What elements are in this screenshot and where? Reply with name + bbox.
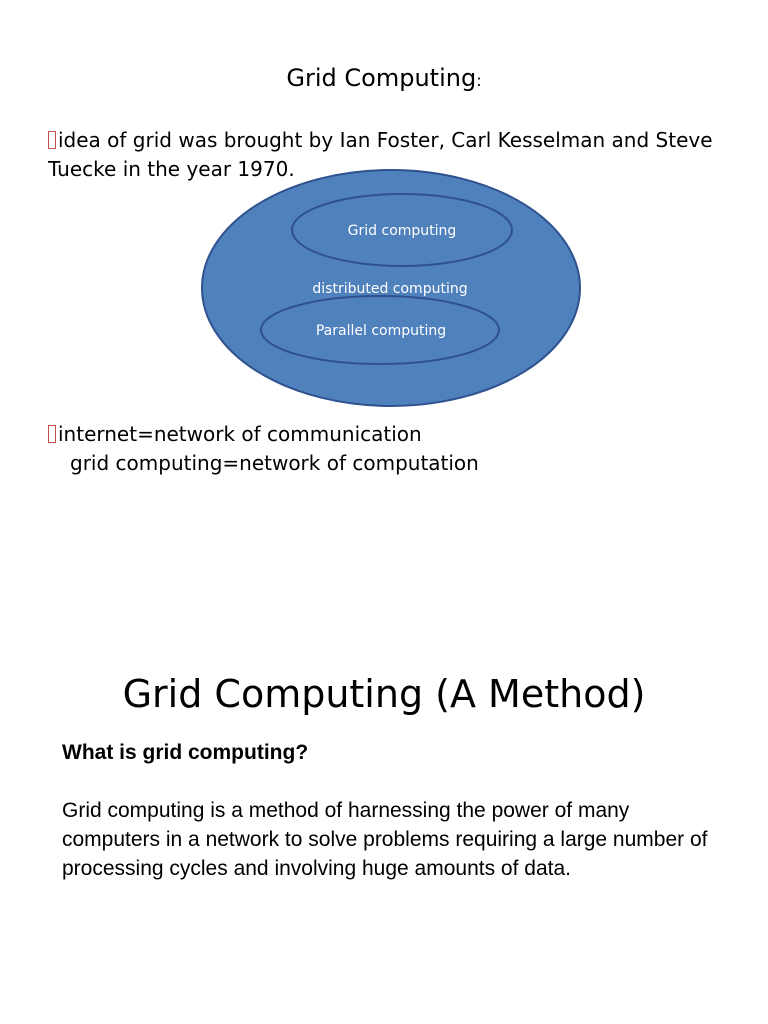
bullet-box-icon	[48, 131, 56, 149]
slide-title-colon: :	[476, 71, 482, 90]
bullet-grid-text: grid computing=network of computation	[70, 451, 479, 475]
parallel-computing-label: Parallel computing	[315, 323, 447, 339]
grid-computing-label: Grid computing	[347, 223, 457, 239]
bullet-idea-text: idea of grid was brought by Ian Foster, Carl Kesselman and Steve Tuecke in the year 1970.	[48, 128, 713, 181]
slide-title-text: Grid Computing	[286, 64, 477, 92]
bullet-internet-text: internet=network of communication	[58, 422, 422, 446]
definition-paragraph: Grid computing is a method of harnessing the power of many computers in a network to solve problems requiring a large number of processing cycles and involving huge amounts of data.	[62, 799, 708, 880]
bullet-internet-vs-grid	[48, 420, 728, 478]
subheading: What is grid computing?	[62, 741, 309, 764]
bullet-box-icon	[48, 425, 56, 443]
slide-title	[0, 62, 768, 97]
distributed-computing-label: distributed computing	[312, 281, 468, 297]
computing-venn-diagram	[198, 166, 584, 412]
slide-title: Grid Computing (A Method)	[122, 672, 646, 716]
slide-grid-computing-method	[0, 512, 768, 1024]
